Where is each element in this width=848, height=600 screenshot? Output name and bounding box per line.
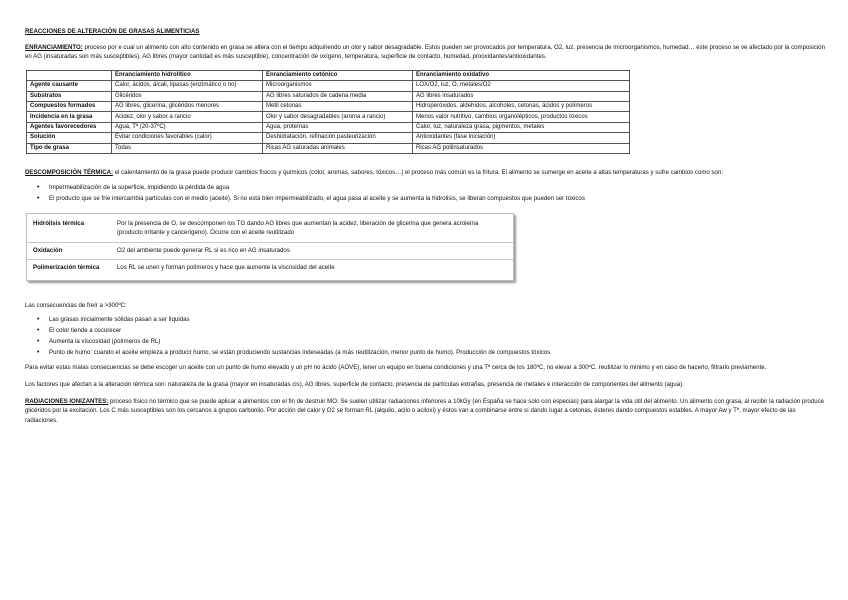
evitar-paragraph: Para evitar estas malas consecuencias se debe escoger un aceite con un punto de humo elevado y un pH no ácido (AOVE), tener un equipo en buena condiciones y una Tª cerca de los 180ºC, no elevar a 300ºC. reutilizar lo mínimo y en caso de hacerlo, filtrarlo previamente. bbox=[25, 364, 767, 372]
table-header-cell: Enranciamiento hidrolítico bbox=[112, 70, 263, 80]
fritura-changes-list bbox=[25, 182, 825, 204]
box-row-key: Hidrólisis térmica bbox=[33, 219, 85, 227]
table-cell: Metil cetonas bbox=[263, 101, 413, 111]
table-cell: Glicéridos bbox=[112, 91, 263, 101]
table-row-header: Substratos bbox=[27, 91, 112, 101]
box-row-value: O2 del ambiente puede generar RL si es rico en AG insaturados bbox=[117, 246, 290, 254]
table-cell: AG libres insaturados bbox=[413, 91, 630, 101]
table-row bbox=[27, 91, 630, 101]
enranciamiento-paragraph bbox=[25, 43, 825, 62]
table-cell: AG libres, glicerina, glicéridos menores bbox=[112, 101, 263, 111]
page-title: REACCIONES DE ALTERACIÓN DE GRASAS ALIMENTICIAS bbox=[25, 28, 200, 35]
box-row-key: Polimerización térmica bbox=[33, 264, 100, 272]
table-cell: Hidroperóxidos, aldehídos, alcoholes, cetonas, ácidos y polímeros bbox=[413, 101, 630, 111]
list-item: • Aumenta la viscosidad (polímeros de RL) bbox=[37, 336, 825, 347]
enranciamiento-table bbox=[26, 70, 630, 154]
table-cell: Acidez, olor y sabor a rancio bbox=[112, 112, 263, 122]
table-row-header: Tipo de grasa bbox=[27, 143, 112, 153]
table-cell: Evitar condiciones favorables (calor) bbox=[112, 133, 263, 143]
list-item: • El color tiende a oscurecer bbox=[37, 325, 825, 336]
consecuencias-intro: Las consecuencias de freír a >300ºC: bbox=[25, 301, 127, 309]
table-header-row bbox=[27, 70, 630, 80]
table-header-cell: Enranciamiento oxidativo bbox=[413, 70, 630, 80]
document-page bbox=[25, 27, 825, 425]
enranciamiento-text: proceso por e cual un alimento con alto contenido en grasa se altera con el tiempo adquiriendo un olor y sabor desagradable. Estos pueden ser provocados por temperatura, O2, luz, presencia de microorganismos, humedad… este proceso se ve afectado por la composición en AG (insaturadas son más susceptibles), AG libres (mayor cantidad es más susceptible), concentración de oxígeno, temperatura, superficie de contacto, humedad, prooxidantes/antioxidantes. bbox=[25, 43, 825, 61]
table-cell: Olor y sabor desagradables (aroma a rancio) bbox=[263, 112, 413, 122]
list-item: • El producto que se fríe intercambia partículas con el medio (aceite). Si no está bien impermeabilizado, el agua pasa al aceite y se aumenta la hidrolisis, se liberan compuestos que pueden ser tóxicos bbox=[37, 193, 825, 204]
box-row bbox=[27, 243, 513, 261]
table-row-header: Agente causante bbox=[27, 81, 112, 91]
radiaciones-paragraph bbox=[25, 397, 825, 426]
table-row-header: Incidencia en la grasa bbox=[27, 112, 112, 122]
table-cell: Agua, Tª (20-37ºC) bbox=[112, 122, 263, 132]
table-cell: Calor, luz, naturaleza grasa, pigmentos, metales bbox=[413, 122, 630, 132]
table-cell: Ricas AG saturadas animales bbox=[263, 143, 413, 153]
box-row bbox=[27, 216, 513, 243]
factores-paragraph: Los factores que afectan a la alteración térmica son: naturaleza de la grasa (mayor en insaturadas cis), AG libres, superficie de contacto, presencia de partículas extrañas, presencia de metales e interacción de componentes del alimento (agua). bbox=[25, 381, 684, 389]
table-cell: Deshidratación, refinación pasteurización bbox=[263, 133, 413, 143]
table-row bbox=[27, 133, 630, 143]
table-cell: LOX/O2, luz, O, metales/O2 bbox=[413, 81, 630, 91]
table-cell: Ricas AG poliinsaturados bbox=[413, 143, 630, 153]
list-item: • Las grasas inicialmente sólidas pasan a ser líquidas bbox=[37, 314, 825, 325]
table-header-cell bbox=[27, 70, 112, 80]
table-row-header: Agentes favorecedores bbox=[27, 122, 112, 132]
descomposicion-label: DESCOMPOSICIÓN TÉRMICA: bbox=[25, 168, 114, 176]
table-header-cell: Enranciamiento cetónico bbox=[263, 70, 413, 80]
box-row-value: Por la presencia de O, se descomponen los TG dando AG libres que aumentan la acidez, liberación de glicerina que genera acroleína (producto irritante y cancerígeno). Ocurre con el aceite reutilizado bbox=[117, 219, 479, 237]
table-row-header: Compuestos formados bbox=[27, 101, 112, 111]
table-row-header: Solución bbox=[27, 133, 112, 143]
list-item: • Impermeabilización de la superficie, impidiendo la pérdida de agua bbox=[37, 182, 825, 193]
enranciamiento-label: ENRANCIAMIENTO: bbox=[25, 43, 83, 51]
table-row bbox=[27, 143, 630, 153]
table-cell: Antioxidantes (fase iniciación) bbox=[413, 133, 630, 143]
consecuencias-list bbox=[25, 314, 825, 358]
box-row-value: Los RL se unen y forman polímeros y hace que aumente la viscosidad del aceite bbox=[117, 264, 335, 272]
table-row bbox=[27, 122, 630, 132]
table-cell: Menos valor nutritivo, cambios organolépticos, productos tóxicos bbox=[413, 112, 630, 122]
box-row-key: Oxidación bbox=[33, 246, 63, 254]
thermal-reactions-box bbox=[26, 213, 514, 281]
list-item: • Punto de humo: cuando el aceite empieza a producir humo, se están produciendo sustancias indeseadas (a más reutilización, menor punto de humo). Producción de compuestos tóxicos bbox=[37, 347, 825, 358]
radiaciones-label: RADIACIONES IONIZANTES: bbox=[25, 397, 109, 405]
table-cell: Agua, proteínas bbox=[263, 122, 413, 132]
descomposicion-text: el calentamiento de la grasa puede producir cambios físicos y químicos (color, aromas, sabores, tóxicos…) el proceso más común es la fritura. El alimento se sumerge en aceite a altas temperaturas y sufre cambios como son: bbox=[113, 168, 724, 176]
table-cell: Microorganismos bbox=[263, 81, 413, 91]
table-row bbox=[27, 101, 630, 111]
table-cell: AG libres saturados de cadena media bbox=[263, 91, 413, 101]
table-cell: Calor, ácidos, álcali, lipasas (enzimático o no) bbox=[112, 81, 263, 91]
box-row bbox=[27, 260, 513, 277]
table-cell: Todas bbox=[112, 143, 263, 153]
radiaciones-text: proceso físico no térmico que se puede aplicar a alimentos con el fin de destruir MO. Se suelen utilizar radiaciones inferiores a 10kGy (en España se hace solo con especias) para alargar la vida útil del alimento. Un alimento con grasa, al recibir la radiación produce glicéridos por la excitación. Los C más susceptibles son los cercanos a grupos carbonilo. Por acción del calor y O2 se forman RL (alquilo, acilo o aciloxi) y éstos van a combinarse entre sí dando lugar a cetonas, ésteres dando compuestos estables. A mayor Aw y Tª, mayor efecto de las radiaciones. bbox=[25, 397, 825, 424]
descomposicion-paragraph bbox=[25, 168, 825, 178]
table-row bbox=[27, 81, 630, 91]
table-row bbox=[27, 112, 630, 122]
